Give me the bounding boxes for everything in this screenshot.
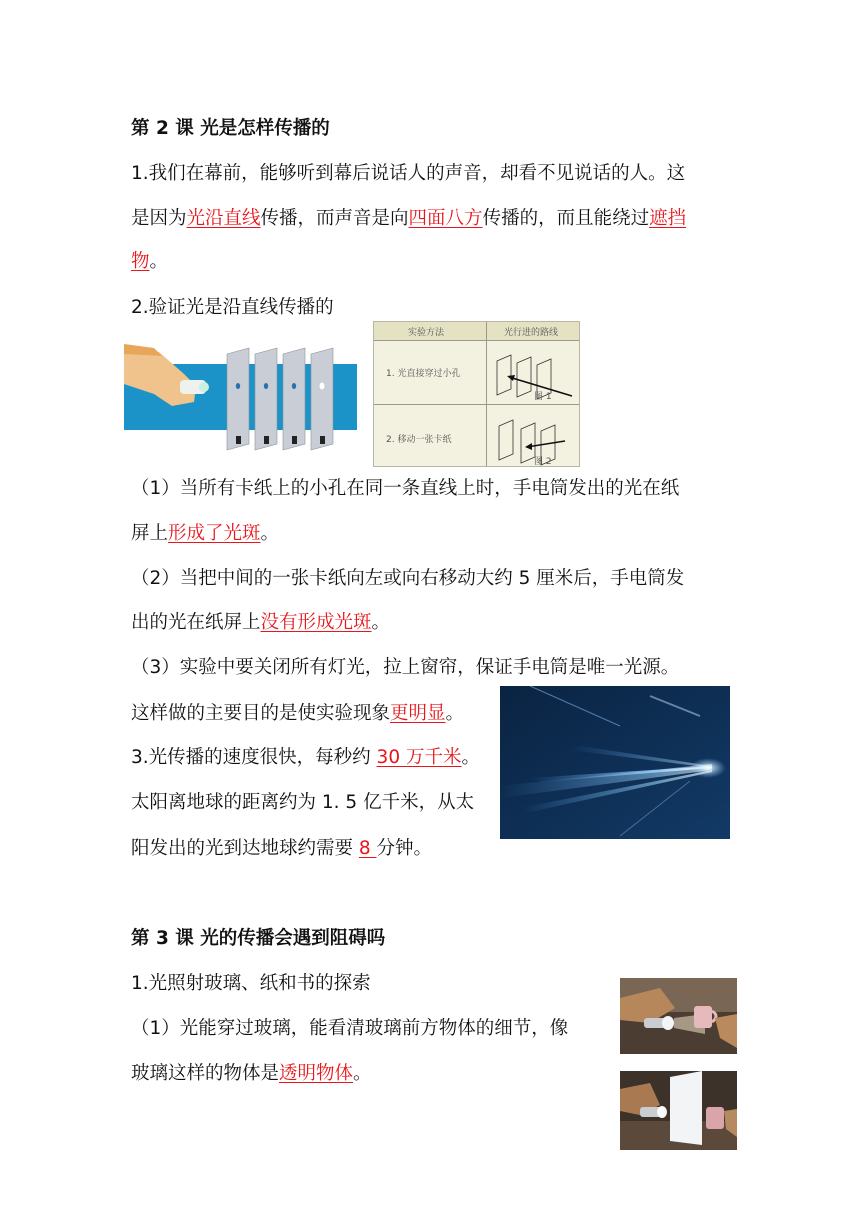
q2-p3-line2 — [131, 702, 464, 726]
text: 分钟。 — [376, 838, 433, 859]
text: 这样做的主要目的是使实验现象 — [131, 703, 391, 724]
q2-p1-line1: （1）当所有卡纸上的小孔在同一条直线上时，手电筒发出的光在纸 — [131, 478, 680, 499]
text: 阳发出的光到达地球约需要 — [131, 838, 359, 859]
q2-p2-line2 — [131, 611, 390, 635]
lesson3-title: 第 3 课 光的传播会遇到阻碍吗 — [131, 928, 386, 949]
text: 。 — [371, 612, 391, 633]
q1-line1: 1.我们在幕前，能够听到幕后说话人的声音，却看不见说话的人。这 — [131, 163, 686, 184]
answer-blank: 没有形成光斑 — [260, 612, 372, 633]
answer-blank: 8 — [358, 838, 377, 859]
q3-line1 — [131, 746, 480, 770]
q3-line2: 太阳离地球的距离约为 1. 5 亿千米，从太 — [131, 792, 475, 813]
l3-q1-heading: 1.光照射玻璃、纸和书的探索 — [131, 973, 371, 994]
text: 玻璃这样的物体是 — [131, 1063, 280, 1084]
text: 。 — [461, 747, 480, 768]
answer-blank: 四面八方 — [408, 208, 483, 229]
q3-line3 — [131, 837, 432, 861]
q1-line2 — [131, 207, 686, 231]
text: 传播，而声音是向 — [260, 208, 409, 229]
fig2-label: 图 2 — [534, 457, 552, 467]
table-row2-method: 2. 移动一张卡纸 — [386, 435, 452, 445]
text: 是因为 — [131, 208, 187, 229]
text: 屏上 — [131, 523, 169, 544]
l3-q1-p1-line2 — [131, 1062, 372, 1086]
text: 。 — [445, 703, 465, 724]
answer-blank: 光沿直线 — [186, 208, 261, 229]
q2-p2-line1: （2）当把中间的一张卡纸向左或向右移动大约 5 厘米后，手电筒发 — [131, 568, 685, 589]
q2-p3-line1: （3）实验中要关闭所有灯光，拉上窗帘，保证手电筒是唯一光源。 — [131, 657, 680, 678]
q2-heading: 2.验证光是沿直线传播的 — [131, 297, 334, 318]
text: 出的光在纸屏上 — [131, 612, 261, 633]
q1-line3 — [131, 250, 168, 274]
q2-p1-line2 — [131, 522, 279, 546]
light-path-diagram — [487, 341, 579, 466]
text: 传播的，而且能绕过 — [482, 208, 650, 229]
flashlight-cards-photo — [124, 344, 357, 451]
text: 。 — [260, 523, 280, 544]
answer-blank: 透明物体 — [279, 1063, 354, 1084]
light-speed-image — [500, 686, 730, 839]
glass-experiment-photo — [620, 978, 737, 1054]
answer-blank: 更明显 — [390, 703, 446, 724]
table-header-method: 实验方法 — [408, 328, 445, 338]
answer-blank: 形成了光斑 — [168, 523, 261, 544]
experiment-table — [373, 321, 580, 467]
answer-blank: 遮挡 — [649, 208, 687, 229]
answer-blank: 30 万千米 — [376, 747, 462, 768]
table-row1-method: 1. 光直接穿过小孔 — [386, 369, 461, 379]
lesson2-title: 第 2 课 光是怎样传播的 — [131, 118, 330, 139]
text: 。 — [149, 251, 169, 272]
answer-blank: 物 — [131, 251, 150, 272]
paper-experiment-photo — [620, 1071, 737, 1150]
text: 。 — [353, 1063, 372, 1084]
fig1-label: 图 1 — [534, 392, 552, 402]
table-header-path: 光行进的路线 — [504, 328, 559, 338]
text: 3.光传播的速度很快，每秒约 — [131, 747, 377, 768]
l3-q1-p1-line1: （1）光能穿过玻璃，能看清玻璃前方物体的细节，像 — [131, 1018, 569, 1039]
